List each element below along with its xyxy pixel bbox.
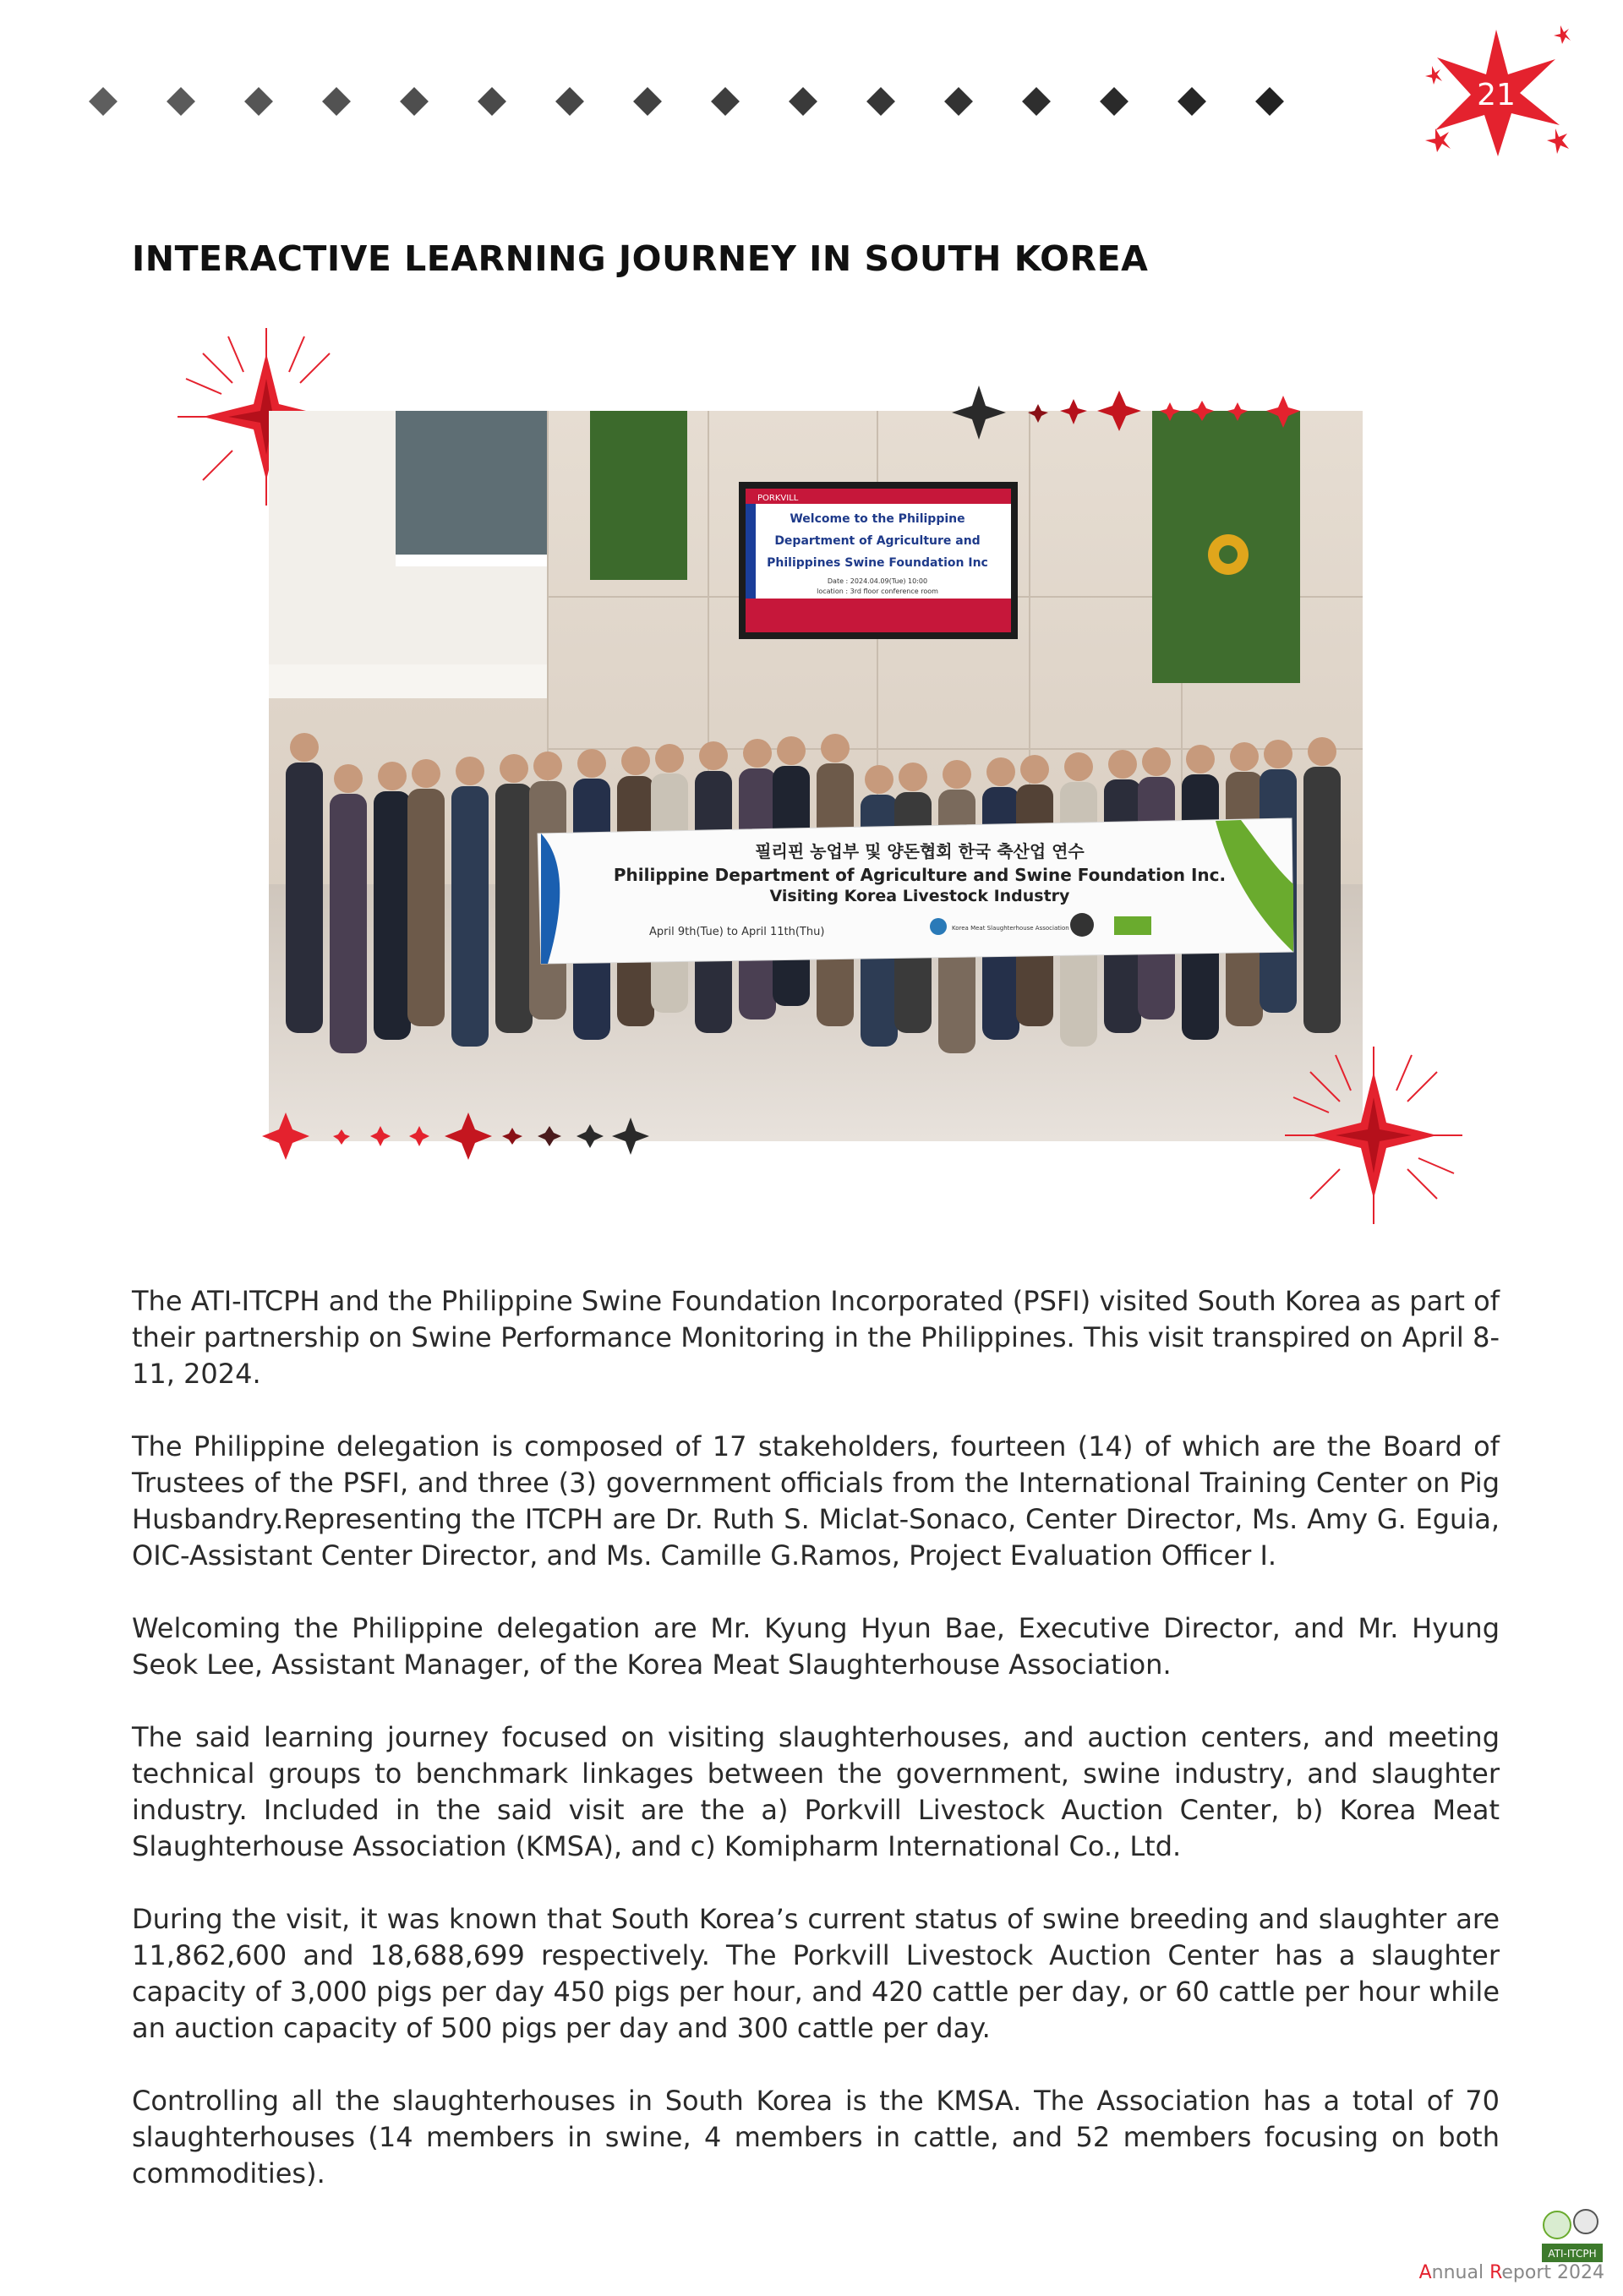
paragraph-kmsa: Controlling all the slaughterhouses in South Korea is the KMSA. The Association has a total of 70 slaughterhouses (14 members in swine, 4 members in cattle, and 52 members focusing on both commodities). <box>132 2085 1500 2189</box>
photo-person-head <box>533 752 562 780</box>
photo-person-head <box>1142 747 1171 776</box>
photo-person-head <box>456 757 484 785</box>
paragraph-visit-stats: During the visit, it was known that South Korea’s current status of swine breeding and slaughter are 11,862,600 and 18,688,699 respectively. The Porkvill Livestock Auction Center has a slaughter capacity of 3,000 pigs per day 450 pigs per hour, and 420 cattle per day, or 60 cattle per hour while an auction capacity of 500 pigs per day and 300 cattle per day. <box>132 1903 1500 2044</box>
header-diamond <box>944 87 973 116</box>
photo-person <box>330 794 367 1053</box>
photo-person-head <box>865 765 893 794</box>
photo-person <box>286 763 323 1033</box>
photo-person-head <box>821 734 850 763</box>
photo-person-head <box>577 749 606 778</box>
photo-person-head <box>1064 752 1093 781</box>
header-diamond <box>400 87 429 116</box>
star-row-bottom-decoration <box>254 1107 651 1167</box>
screen-line-4: Date : 2024.04.09(Tue) 10:00 <box>827 577 928 585</box>
photo-person-head <box>500 754 528 783</box>
banner-logo-text: Korea Meat Slaughterhouse Association <box>952 925 1069 932</box>
paragraph-delegation: The Philippine delegation is composed of 17 stakeholders, fourteen (14) of which are the Board of Trustees of the PSFI, and three (3) government officials from the International Training Center on Pig Husbandry.Representing the ITCPH are Dr. Ruth S. Miclat-Sonaco, Center Director, Ms. Amy G. Eguia, OIC-Assistant Center Director, and Ms. Camille G.Ramos, Project Evaluation Officer I. <box>132 1430 1500 1572</box>
paragraph-welcoming: Welcoming the Philippine delegation are Mr. Kyung Hyun Bae, Executive Director, and Mr. Hyung Seok Lee, Assistant Manager, of the Korea Meat Slaughterhouse Association. <box>132 1612 1500 1681</box>
photo-person-head <box>943 760 971 789</box>
paragraph-partnership: The ATI-ITCPH and the Philippine Swine Foundation Incorporated (PSFI) visited South Korea as part of their partnership on Swine Performance Monitoring in the Philippines. This visit transpired on April 8-11, 2024. <box>132 1285 1500 1390</box>
star-row-top-decoration <box>954 384 1342 443</box>
starburst-bottom-right-decoration <box>1276 1038 1471 1233</box>
header-diamond <box>89 87 117 116</box>
article-body <box>132 1283 1500 2228</box>
photo-person-head <box>655 744 684 773</box>
ati-itcph-logo <box>1538 2206 1606 2267</box>
article-title: INTERACTIVE LEARNING JOURNEY IN SOUTH KOREA <box>132 238 1149 279</box>
header-diamond <box>1022 87 1051 116</box>
header-diamond <box>1255 87 1284 116</box>
screen-line-5: location : 3rd floor conference room <box>817 588 938 595</box>
header-diamond <box>322 87 351 116</box>
photo-person-head <box>1020 755 1049 784</box>
banner-line2: Visiting Korea Livestock Industry <box>769 887 1070 905</box>
photo-person <box>374 791 411 1040</box>
photo-person <box>1303 767 1341 1033</box>
photo-person-head <box>621 746 650 775</box>
photo-person <box>407 789 445 1026</box>
header-diamond <box>478 87 506 116</box>
screen-line-3: Philippines Swine Foundation Inc <box>767 556 988 570</box>
header-diamond <box>866 87 895 116</box>
photo-person-head <box>378 762 407 790</box>
photo-person-head <box>412 759 440 788</box>
photo-person-head <box>743 739 772 768</box>
photo-person-head <box>1230 742 1259 771</box>
header-diamond <box>1178 87 1206 116</box>
photo-person-head <box>334 764 363 793</box>
photo-person-head <box>1308 737 1336 766</box>
header-diamond <box>244 87 273 116</box>
photo-person-head <box>1186 745 1215 774</box>
header-diamond <box>789 87 817 116</box>
header-diamond-row <box>85 85 1293 118</box>
header-diamond <box>711 87 740 116</box>
paragraph-learning-journey: The said learning journey focused on visiting slaughterhouses, and auction centers, and meeting technical groups to benchmark linkages between the government, swine industry, and slaughter industry. Included in the said visit are the a) Porkvill Livestock Auction Center, b) Korea Meat Slaughterhouse Association (KMSA), and c) Komipharm International Co., Ltd. <box>132 1721 1500 1862</box>
header-diamond <box>555 87 584 116</box>
banner-line1: Philippine Department of Agriculture and Swine Foundation Inc. <box>613 865 1227 885</box>
footer-word-annual: nnual <box>1431 2262 1490 2283</box>
header-diamond <box>1100 87 1128 116</box>
photo-person-head <box>899 763 927 791</box>
banner-korean: 필리핀 농업부 및 양돈협회 한국 축산업 연수 <box>755 841 1085 861</box>
photo-person-head <box>699 741 728 770</box>
header-diamond <box>167 87 195 116</box>
photo-person-head <box>777 736 806 765</box>
footer-letter-a: A <box>1418 2262 1432 2283</box>
photo-person-head <box>986 757 1015 786</box>
photo-person <box>495 784 533 1033</box>
photo-person-head <box>1264 740 1292 768</box>
photo-person <box>451 786 489 1047</box>
photo-person-head <box>1108 750 1137 779</box>
photo-person-head <box>290 733 319 762</box>
screen-line-2: Department of Agriculture and <box>774 534 981 548</box>
page-number: 21 <box>1477 78 1516 112</box>
footer-word-report: eport 2024 <box>1501 2262 1604 2283</box>
photo-banner <box>538 818 1293 964</box>
footer-logo-label: ATI-ITCPH <box>1548 2248 1597 2260</box>
footer-letter-r: R <box>1489 2262 1502 2283</box>
screen-line-brand: PORKVILL <box>757 494 799 503</box>
screen-line-1: Welcome to the Philippine <box>790 512 965 526</box>
group-photo <box>269 411 1363 1141</box>
footer-report-label <box>1419 2262 1604 2283</box>
header-diamond <box>633 87 662 116</box>
banner-dates: April 9th(Tue) to April 11th(Thu) <box>649 926 825 938</box>
